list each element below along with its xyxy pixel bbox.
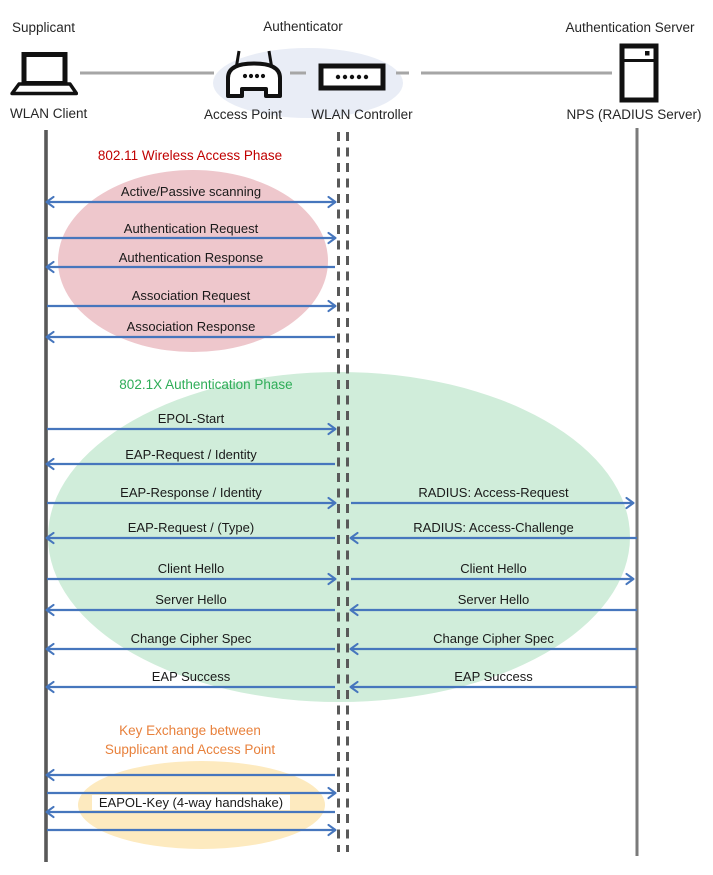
- message-label: Change Cipher Spec: [130, 631, 252, 646]
- message-label: Client Hello: [157, 561, 225, 576]
- message-label: RADIUS: Access-Challenge: [413, 520, 574, 535]
- message-label: [45, 795, 337, 811]
- phase3-title-line2: Supplicant and Access Point: [104, 742, 276, 757]
- message-label: Authentication Response: [118, 250, 264, 265]
- wireless-access-point-icon: [224, 48, 284, 100]
- wlan-controller-label: WLAN Controller: [311, 107, 413, 122]
- authentication-server-role-label: Authentication Server: [565, 20, 695, 35]
- message-label: EAP Success: [454, 669, 533, 684]
- supplicant-role-label: Supplicant: [12, 20, 76, 35]
- message-label: EAP-Response / Identity: [120, 485, 262, 500]
- message-label: Client Hello: [460, 561, 527, 576]
- nps-radius-server-label: NPS (RADIUS Server): [566, 107, 702, 122]
- access-point-label: Access Point: [203, 107, 283, 122]
- message-label: Association Response: [126, 319, 256, 334]
- message-label: EAP-Request / (Type): [127, 520, 255, 535]
- message-label: EAP-Request / Identity: [125, 447, 257, 462]
- eapol-key-label: EAPOL-Key (4-way handshake): [92, 795, 290, 810]
- phase1-title: 802.11 Wireless Access Phase: [97, 148, 283, 163]
- wlan-controller-icon: [318, 63, 386, 91]
- message-label: Authentication Request: [123, 221, 259, 236]
- authenticator-role-label: Authenticator: [263, 19, 343, 34]
- laptop-icon: [10, 51, 78, 97]
- message-label: Change Cipher Spec: [433, 631, 554, 646]
- phase2-title: 802.1X Authentication Phase: [119, 377, 293, 392]
- message-label: RADIUS: Access-Request: [418, 485, 569, 500]
- phase3-title: [75, 721, 305, 759]
- wlan-client-label: WLAN Client: [10, 106, 88, 121]
- message-label: Association Request: [131, 288, 251, 303]
- message-label: EAP Success: [151, 669, 231, 684]
- message-label: EPOL-Start: [157, 411, 225, 426]
- server-icon: [619, 43, 659, 103]
- message-label: Active/Passive scanning: [120, 184, 262, 199]
- message-label: Server Hello: [155, 592, 227, 607]
- message-label: Server Hello: [457, 592, 530, 607]
- phase3-title-line1: Key Exchange between: [119, 723, 261, 738]
